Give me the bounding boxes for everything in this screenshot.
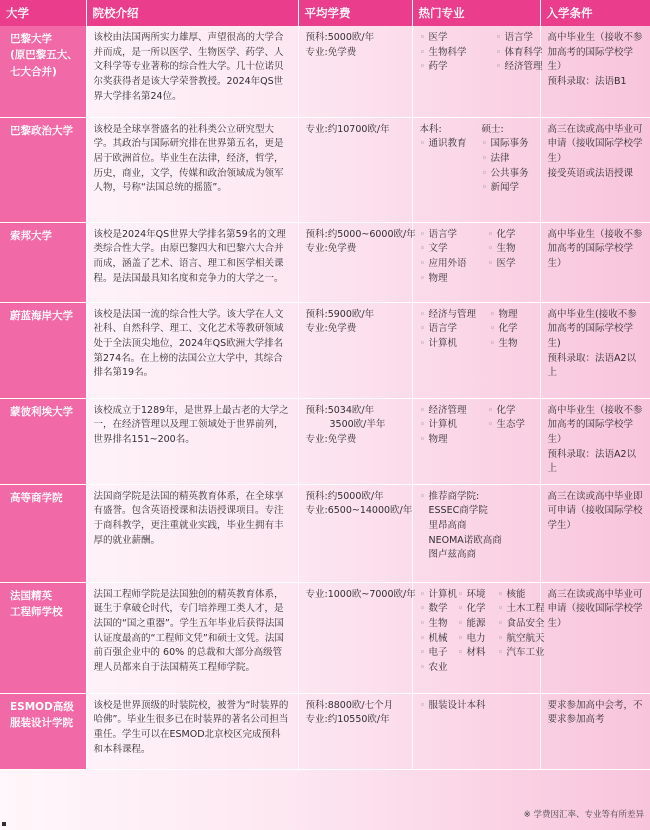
admission-requirements-cell [540, 222, 650, 302]
bottom-bullet-mark [2, 822, 6, 826]
requirement-line: 高中毕业生（接收不参加高考的国际学校学生） [547, 32, 643, 73]
major-item [498, 602, 552, 617]
major-label: 应用外语 [428, 257, 467, 269]
requirement-line: 接受英语或法语授课 [547, 167, 634, 179]
university-name-line: 七大合并) [10, 65, 57, 78]
footnote: ※ 学费因汇率、专业等有所差异 [523, 810, 644, 820]
tuition-cell [298, 222, 416, 302]
table-row-esmod [0, 693, 650, 769]
major-item [488, 257, 550, 272]
major-label: 生物 [498, 337, 518, 349]
bullet-dot: ◦ [487, 419, 494, 431]
bullet-dot: ◦ [419, 433, 426, 445]
bullet-dot: ◦ [419, 337, 426, 349]
major-item [482, 137, 546, 152]
table-row-engineering-schools [0, 582, 650, 693]
bullet-dot: ◦ [419, 647, 426, 659]
bullet-dot: ◦ [419, 699, 426, 711]
university-name-line: 工程师学校 [10, 605, 63, 618]
table-row-sorbonne [0, 222, 650, 302]
majors-list [419, 588, 545, 676]
major-item [488, 242, 550, 257]
major-item [420, 433, 486, 448]
major-label: 药学 [428, 61, 448, 73]
major-item [420, 46, 494, 61]
major-item [496, 60, 550, 75]
majors-cell [412, 222, 540, 302]
major-label: 物理 [498, 308, 518, 320]
major-label: 国际事务 [490, 138, 529, 150]
bullet-dot: ◦ [457, 588, 464, 600]
major-item [420, 137, 482, 152]
major-item [458, 632, 496, 647]
bullet-dot: ◦ [497, 632, 504, 644]
major-label: 推荐商学院: [428, 490, 480, 502]
header-admission-requirements: 入学条件 [540, 0, 650, 26]
university-name-cell [0, 693, 86, 769]
tuition-cell [298, 582, 416, 693]
major-label: 土木工程 [506, 603, 545, 615]
university-name-line: 法国精英 [10, 589, 52, 602]
major-item [420, 242, 486, 257]
majors-cell [412, 398, 540, 484]
major-label: 生态学 [496, 419, 526, 431]
major-label: 机械 [428, 632, 448, 644]
university-introduction: 该校由法国两所实力雄厚、声望很高的大学合并而成，是一所以医学、生物医学、药学、人文科学等专业著称的综合性大学。几十位诺贝尔奖获得者是该大学荣誉教授。2024年QS世界大学排名第24位。 [86, 26, 298, 117]
major-label: 核能 [506, 588, 526, 600]
university-introduction: 该校是2024年QS世界大学排名第59名的文理类综合性大学。由原巴黎四大和巴黎六大合并而成，涵盖了艺术、语言、理工和医学相关课程。是法国最具知名度和竞争力的大学之一。 [86, 222, 298, 302]
majors-cell [412, 302, 540, 398]
bullet-dot: ◦ [419, 228, 426, 240]
bullet-dot: ◦ [481, 182, 488, 194]
requirement-line: 预科录取：法语B1 [547, 76, 627, 88]
tuition-line: 专业:6500~14000欧/年 [305, 505, 413, 517]
major-item [498, 617, 552, 632]
major-item [420, 632, 456, 647]
requirement-line: 高三在读或高中毕业可申请（接收国际学校学生） [547, 123, 643, 164]
table-row-cote-d-azur [0, 302, 650, 398]
major-item [458, 617, 496, 632]
major-label: 化学 [496, 404, 516, 416]
major-item [488, 404, 550, 419]
header-average-tuition: 平均学费 [298, 0, 412, 26]
major-item [420, 322, 488, 337]
major-label: 经济管理 [428, 404, 467, 416]
requirement-line: 高中毕业生（接收不参加高考的国际学校学生） [547, 228, 643, 269]
bullet-dot: ◦ [487, 228, 494, 240]
major-item [420, 257, 486, 272]
major-group [482, 123, 546, 197]
requirement-line: 高三在读或高中毕业可申请（接收国际学校学生） [547, 588, 643, 629]
major-label: 计算机 [428, 337, 458, 349]
majors-list [420, 228, 535, 287]
major-label: 经济与管理 [428, 308, 477, 320]
bullet-dot: ◦ [495, 46, 502, 58]
major-label: 化学 [498, 323, 518, 335]
bullet-dot: ◦ [419, 419, 426, 431]
major-item [488, 418, 550, 433]
tuition-cell [298, 302, 412, 398]
majors-list [419, 31, 543, 75]
major-item [482, 181, 546, 196]
bullet-dot: ◦ [481, 152, 488, 164]
bullet-dot: ◦ [489, 308, 496, 320]
major-item [482, 167, 546, 182]
major-label: 环境 [466, 588, 486, 600]
tuition-line: 专业:免学费 [305, 433, 357, 445]
major-label: 语言学 [428, 228, 458, 240]
major-label: 语言学 [504, 32, 534, 43]
bullet-dot: ◦ [419, 243, 426, 255]
bullet-dot: ◦ [419, 588, 426, 600]
major-label: 材料 [466, 647, 486, 659]
major-label: 物理 [428, 272, 448, 284]
majors-cell [412, 582, 545, 693]
bullet-dot: ◦ [497, 603, 504, 615]
requirement-line: 高中毕业生(接收不参加高考的国际学校学生) [547, 308, 637, 349]
major-item [490, 322, 550, 337]
major-item [498, 632, 552, 647]
university-name-line: 服装设计学院 [10, 716, 73, 729]
major-label: 电力 [466, 632, 486, 644]
tuition-line: 专业:免学费 [305, 46, 357, 58]
tuition-line: 预科:5034欧/年 [305, 404, 375, 416]
bullet-dot: ◦ [419, 603, 426, 615]
bullet-dot: ◦ [487, 243, 494, 255]
major-item [420, 272, 486, 287]
major-item [490, 337, 550, 352]
university-name-cell [0, 26, 86, 117]
major-label: 经济管理 [504, 61, 543, 73]
admission-requirements-cell [540, 398, 650, 484]
tuition-line: 专业:约10700欧/年 [305, 123, 390, 135]
major-item [482, 152, 546, 167]
university-name-line: 蒙彼利埃大学 [10, 405, 73, 418]
bullet-dot: ◦ [457, 617, 464, 629]
major-label: 文学 [428, 243, 448, 255]
bullet-dot: ◦ [495, 61, 502, 73]
major-item [420, 602, 456, 617]
major-item [488, 228, 550, 243]
tuition-line: 专业:免学费 [305, 243, 357, 255]
major-label: 能源 [466, 617, 486, 629]
major-label: 生物科学 [428, 46, 467, 58]
recommended-school: ESSEC商学院 [428, 505, 488, 517]
tuition-line: 3500欧/半年 [329, 419, 386, 431]
major-item [458, 588, 496, 603]
bullet-dot: ◦ [419, 138, 426, 150]
major-item [458, 646, 496, 661]
admission-requirements-cell [540, 117, 650, 222]
major-item [420, 308, 488, 323]
major-item [420, 228, 486, 243]
header-introduction: 院校介绍 [86, 0, 298, 26]
university-name-line: (原巴黎五大、 [10, 49, 78, 62]
admission-requirements-cell [540, 582, 650, 693]
majors-cell [412, 117, 540, 222]
bullet-dot: ◦ [419, 257, 426, 269]
major-group-heading: 本科: [419, 123, 442, 135]
major-item [490, 308, 550, 323]
bullet-dot: ◦ [419, 617, 426, 629]
major-label: 通识教育 [428, 138, 467, 150]
header-university: 大学 [0, 0, 86, 26]
major-label: 汽车工业 [506, 647, 545, 659]
tuition-cell [298, 693, 412, 769]
major-group [420, 123, 482, 197]
major-label: 体育科学 [504, 46, 543, 58]
university-name-cell [0, 222, 86, 302]
major-label: 生物 [428, 617, 448, 629]
bullet-dot: ◦ [487, 257, 494, 269]
tuition-line: 专业:1000欧~7000欧/年 [305, 588, 416, 600]
majors-list [420, 699, 535, 714]
bullet-dot: ◦ [419, 308, 426, 320]
major-item [420, 699, 535, 714]
majors-cell [412, 26, 543, 117]
major-label: 公共事务 [490, 167, 529, 179]
university-introduction: 该校是世界顶级的时装院校，被誉为“时装界的哈佛”。毕业生很多已在时装界的著名公司担当重任。学生可以在ESMOD北京校区完成预科和本科课程。 [86, 693, 298, 769]
university-name-cell [0, 117, 86, 222]
major-label: 航空航天 [506, 632, 545, 644]
requirement-line: 要求参加高中会考，不要求参加高考 [547, 699, 643, 726]
bullet-dot: ◦ [419, 662, 426, 674]
major-item [496, 46, 550, 61]
major-item [420, 418, 486, 433]
tuition-cell [298, 26, 412, 117]
bullet-dot: ◦ [457, 647, 464, 659]
major-label: 服装设计本科 [428, 699, 486, 711]
bullet-dot: ◦ [497, 588, 504, 600]
bullet-dot: ◦ [481, 167, 488, 179]
major-label: 语言学 [428, 323, 458, 335]
bullet-dot: ◦ [457, 632, 464, 644]
bullet-dot: ◦ [487, 404, 494, 416]
bullet-dot: ◦ [497, 647, 504, 659]
university-introduction: 法国商学院是法国的精英教育体系，在全球享有盛誉。包含英语授课和法语授课项目。专注于商科教学，更注重就业实践，毕业生拥有丰厚的就业薪酬。 [86, 484, 298, 582]
bullet-dot: ◦ [495, 32, 502, 43]
major-label: 物理 [428, 433, 448, 445]
table-row-paris-cite [0, 26, 650, 117]
major-item [420, 617, 456, 632]
tuition-line: 专业:免学费 [305, 323, 357, 335]
bullet-dot: ◦ [419, 272, 426, 284]
major-group-heading: 硕士: [481, 123, 504, 135]
majors-list [420, 404, 535, 448]
major-label: 化学 [466, 603, 486, 615]
university-name-line: 索邦大学 [10, 229, 52, 242]
tuition-line: 预科:5900欧/年 [305, 308, 375, 320]
university-name-line: 蔚蓝海岸大学 [10, 309, 73, 322]
tuition-line: 预科:8800欧/七个月 [305, 699, 394, 711]
tuition-cell [298, 484, 412, 582]
major-label: 电子 [428, 647, 448, 659]
tuition-cell [298, 117, 412, 222]
majors-list [420, 308, 535, 352]
majors-cell [412, 693, 540, 769]
recommended-school: NEOMA诺欧高商 [428, 534, 502, 546]
university-introduction: 该校成立于1289年，是世界上最古老的大学之一，在经济管理以及理工领域处于世界前列，世界排名151~200名。 [86, 398, 298, 484]
admission-requirements-cell [540, 484, 650, 582]
major-item [420, 588, 456, 603]
bullet-dot: ◦ [489, 337, 496, 349]
university-introduction: 该校是法国一流的综合性大学。该大学在人文社科、自然科学、理工、文化艺术等教研领域处于全法顶尖地位，2024年QS欧洲大学排名第274名。在上榜的法国公立大学中，其综合排名第19名。 [86, 302, 298, 398]
major-label: 新闻学 [490, 182, 520, 194]
bullet-dot: ◦ [497, 617, 504, 629]
bullet-dot: ◦ [419, 404, 426, 416]
majors-groups [420, 123, 535, 197]
major-item [420, 404, 486, 419]
requirement-line: 高中毕业生（接收不参加高考的国际学校学生） [547, 404, 643, 445]
major-item [420, 60, 494, 75]
major-item [420, 31, 494, 46]
university-name-cell [0, 398, 86, 484]
university-name-cell [0, 582, 86, 693]
majors-cell [412, 484, 540, 582]
university-introduction: 该校是全球享誉盛名的社科类公立研究型大学。其政治与国际研究排在世界第五名，更是居于欧洲首位。毕业生在法律，经济，哲学，历史，商业，文学，传媒和政治领域成为领军人物，号称“法国总统的摇篮”。 [86, 117, 298, 222]
major-label: 计算机 [428, 588, 458, 600]
bullet-dot: ◦ [419, 32, 426, 43]
university-name-cell [0, 484, 86, 582]
recommended-school: 里昂高商 [428, 519, 467, 531]
major-label: 医学 [428, 32, 448, 43]
table-row-montpellier [0, 398, 650, 484]
university-name-line: 巴黎大学 [10, 33, 52, 45]
bullet-dot: ◦ [419, 490, 426, 502]
tuition-cell [298, 398, 412, 484]
bullet-dot: ◦ [419, 632, 426, 644]
bullet-dot: ◦ [481, 138, 488, 150]
university-name-line: 巴黎政治大学 [10, 124, 73, 137]
table-header-row [0, 0, 650, 26]
bullet-dot: ◦ [489, 323, 496, 335]
table-row-sciences-po [0, 117, 650, 222]
major-item [498, 588, 552, 603]
major-label: 食品安全 [506, 617, 545, 629]
tuition-line: 预科:5000欧/年 [305, 32, 375, 43]
bullet-dot: ◦ [419, 323, 426, 335]
requirement-line: 高三在读或高中毕业即可申请（接收国际学校学生） [547, 490, 643, 531]
major-item [420, 646, 456, 661]
major-label: 化学 [496, 228, 516, 240]
major-group-heading [420, 490, 535, 505]
major-label: 农业 [428, 662, 448, 674]
recommended-school: 图卢兹高商 [428, 549, 477, 561]
university-name-line: ESMOD高级 [10, 700, 74, 713]
major-item [496, 31, 550, 46]
table-row-business-schools [0, 484, 650, 582]
major-label: 法律 [490, 152, 510, 164]
bullet-dot: ◦ [457, 603, 464, 615]
major-label: 计算机 [428, 419, 458, 431]
requirement-line: 预科录取：法语A2以上 [547, 352, 637, 379]
major-item [420, 337, 488, 352]
admission-requirements-cell [540, 693, 650, 769]
tuition-line: 预科:约5000~6000欧/年 [305, 228, 416, 240]
university-introduction: 法国工程师学院是法国独创的精英教育体系，诞生于拿破仑时代，专门培养理工类人才，是法国的“国之重器”。学生五年毕业后获得法国认证度最高的“工程师文凭”和硕士文凭。法国前百强企业中的 60% 的总裁和大部分高级管理人员都来自于法国精英工程师学院。 [86, 582, 298, 693]
admission-requirements-cell [540, 302, 650, 398]
header-popular-majors: 热门专业 [412, 0, 540, 26]
university-name-cell [0, 302, 86, 398]
bullet-dot: ◦ [419, 46, 426, 58]
tuition-line: 专业:约10550欧/年 [305, 714, 390, 726]
bullet-dot: ◦ [419, 61, 426, 73]
major-label: 数学 [428, 603, 448, 615]
university-name-line: 高等商学院 [10, 491, 63, 504]
major-item [498, 646, 552, 661]
major-label: 生物 [496, 243, 516, 255]
major-item [458, 602, 496, 617]
major-item [420, 661, 456, 676]
requirement-line: 预科录取：法语A2以上 [547, 448, 637, 475]
tuition-line: 预科:约5000欧/年 [305, 490, 384, 502]
admission-requirements-cell [540, 26, 650, 117]
major-label: 医学 [496, 257, 516, 269]
